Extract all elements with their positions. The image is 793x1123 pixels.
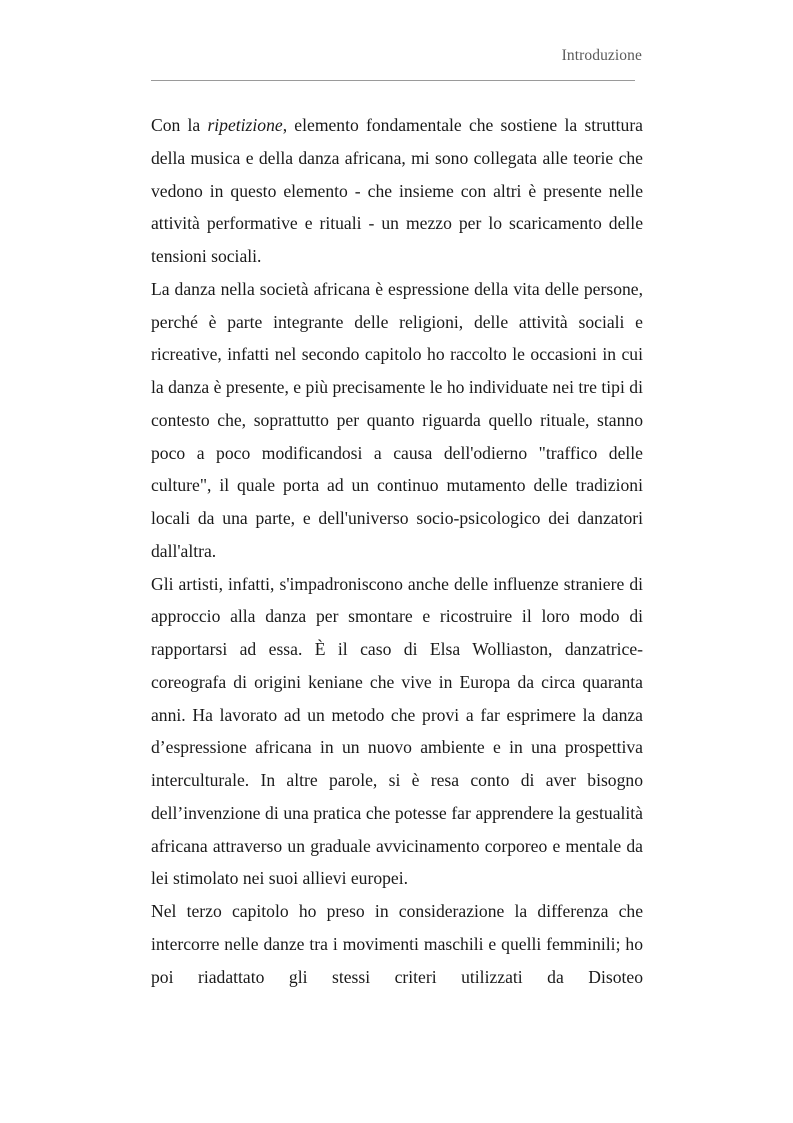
body-text <box>151 109 643 993</box>
paragraph-1 <box>151 109 643 273</box>
running-header-title: Introduzione <box>561 47 642 64</box>
paragraph-3: Gli artisti, infatti, s'impadroniscono anche delle influenze straniere di approccio alla danza per smontare e ricostruire il loro modo di rapportarsi ad essa. È il caso di Elsa Wolliaston, danzatrice-coreografa di origini keniane che vive in Europa da circa quaranta anni. Ha lavorato ad un metodo che provi a far esprimere la danza d’espressione africana in un nuovo ambiente e in una prospettiva interculturale. In altre parole, si è resa conto di aver bisogno dell’invenzione di una pratica che potesse far apprendere la gestualità africana attraverso un graduale avvicinamento corporeo e mentale da lei stimolato nei suoi allievi europei. <box>151 573 643 889</box>
header-divider <box>151 80 635 81</box>
paragraph-4: Nel terzo capitolo ho preso in considerazione la differenza che intercorre nelle danze tra i movimenti maschili e quelli femminili; ho poi riadattato gli stessi criteri utilizzati da Disoteo <box>151 901 643 987</box>
paragraph-2: La danza nella società africana è espressione della vita delle persone, perché è parte integrante delle religioni, delle attività sociali e ricreative, infatti nel secondo capitolo ho raccolto le occasioni in cui la danza è presente, e più precisamente le ho individuate nei tre tipi di contesto che, soprattutto per quanto riguarda quello rituale, stanno poco a poco modificandosi a causa dell'odierno "traffico delle culture", il quale porta ad un continuo mutamento delle tradizioni locali da una parte, e dell'universo socio-psicologico dei danzatori dall'altra. <box>151 278 643 561</box>
paragraph-1-emphasis: ripetizione <box>207 115 283 135</box>
paragraph-1-rest: , elemento fondamentale che sostiene la struttura della musica e della danza africana, mi sono collegata alle teorie che vedono in questo elemento - che insieme con altri è presente nelle attività performative e rituali - un mezzo per lo scaricamento delle tensioni sociali. <box>151 115 643 266</box>
paragraph-1-lead: Con la <box>151 115 208 135</box>
